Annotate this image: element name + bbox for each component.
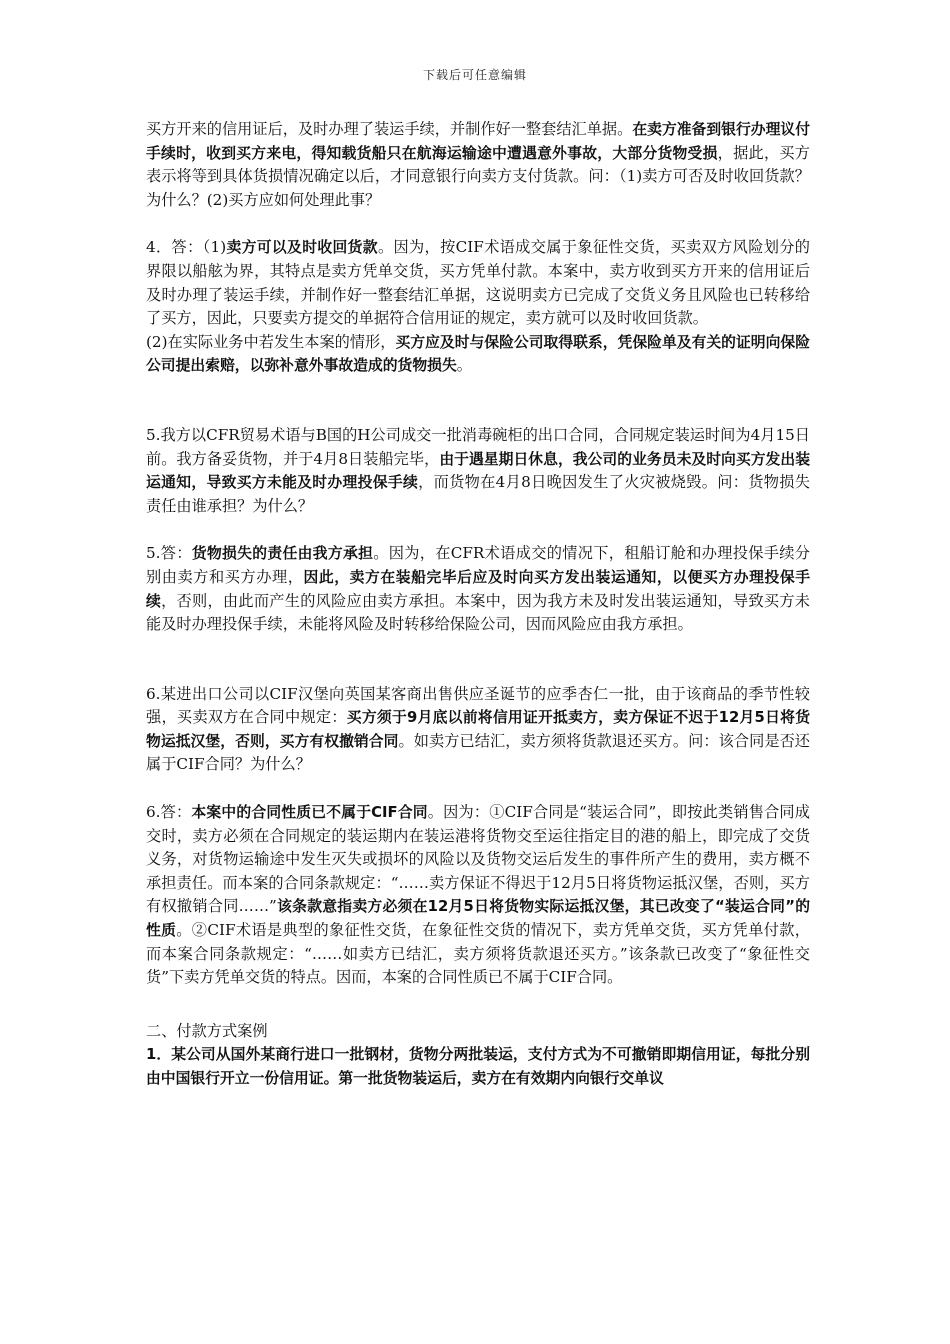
text-run: ，而货物在4月8日晚因发生了火灾被烧毁。问：货物损失责任由谁承担？为什么？ [146,473,810,515]
text-run: 。如卖方已结汇，卖方须将货款退还买方。问：该合同是否还属于CIF合同？为什么？ [146,731,810,774]
bold-text-run: 买方须于9月底以前将信用证开抵卖方，卖方保证不迟于12月5日将货物运抵汉堡，否则，买方有权撤销合同 [146,709,811,750]
bold-text-run: 1．某公司从国外某商行进口一批钢材，货物分两批装运，支付方式为不可撤销即期信用证，每批分别由中国银行开立一份信用证。第一批货物装运后，卖方在有效期内向银行交单议 [146,1046,810,1087]
text-run: 5.答： [146,544,192,563]
document-body [146,118,810,1091]
text-run: 6.答： [146,803,192,822]
bold-text-run: 由于遇星期日休息，我公司的业务员未及时向买方发出装运通知，导致买方未能及时办理投保手续 [146,450,810,492]
paragraph-case4-answer-2 [146,331,810,378]
text-run: ，据此，买方表示将等到具体货损情况确定以后，才同意银行向卖方支付货款。问：（1)卖方可否及时收回货款？为什么？(2)买方应如何处理此事？ [146,143,810,209]
paragraph-payment-case1 [146,1043,810,1090]
paragraph-case5-answer [146,542,810,636]
text-run: (2)在实际业务中若发生本案的情形， [146,332,396,351]
text-run: 6.某进出口公司以CIF汉堡向英国某客商出售供应圣诞节的应季杏仁一批，由于该商品的季节性较强，买卖双方在合同中规定： [146,684,810,727]
paragraph-case4-answer-1 [146,236,810,330]
text-run: 买方开来的信用证后，及时办理了装运手续，并制作好一整套结汇单据。 [146,120,633,138]
paragraph-case3-question [146,118,810,212]
text-run: 5.我方以CFR贸易术语与B国的H公司成交一批消毒碗柜的出口合同，合同规定装运时间为4月15日前。我方备妥货物，并于4月8日装船完毕， [146,425,810,468]
section-heading: 二、付款方式案例 [146,1021,268,1040]
bold-text-run: 买方应及时与保险公司取得联系，凭保险单及有关的证明向保险公司提出索赔，以弥补意外事故造成的货物损失 [146,333,810,375]
bold-text-run: 卖方可以及时收回货款 [226,239,378,257]
text-run: 。②CIF术语是典型的象征性交货，在象征性交货的情况下，卖方凭单交货，买方凭单付款，而本案合同条款规定：“……如卖方已结汇，卖方须将货款退还买方。”该条款已改变了“象征性交货”下卖方凭单交货的特点。因而，本案的合同性质已不属于CIF合同。 [146,921,810,987]
paragraph-case6-answer [146,801,810,990]
text-run: 。因为，在CFR术语成交的情况下，租船订舱和办理投保手续分别由卖方和买方办理， [146,544,810,586]
text-run: 4．答：（1) [146,238,227,257]
page-header: 下载后可任意编辑 [422,68,527,82]
bold-text-run: 该条款意指卖方必须在12月5日将货物实际运抵汉堡，其已改变了“装运合同”的性质 [146,898,811,940]
bold-text-run: 本案中的合同性质已不属于CIF合同 [191,804,428,822]
text-run: 。 [456,356,472,375]
text-run: ，否则，由此而产生的风险应由卖方承担。本案中，因为我方未及时发出装运通知，导致买方未能及时办理投保手续，未能将风险及时转移给保险公司，因而风险应由我方承担。 [146,591,810,634]
paragraph-case5-question [146,424,810,518]
text-run: 。因为：①CIF合同是“装运合同”，即按此类销售合同成交时，卖方必须在合同规定的装运期内在装运港将货物交至运往指定目的港的船上，即完成了交货义务，对货物运输途中发生灭失或损坏的风险以及货物交运后发生的事件所产生的费用，卖方概不承担责任。而本案的合同条款规定：“……卖方保证不得迟于12月5日将货物运抵汉堡，否则，买方有权撤销合同……” [146,803,810,916]
text-run: 。因为，按CIF术语成交属于象征性交货，买卖双方风险划分的界限以船舷为界，其特点是卖方凭单交货，买方凭单付款。本案中，卖方收到买方开来的信用证后及时办理了装运手续，并制作好一整套结汇单据，这说明卖方已完成了交货义务且风险也已转移给了买方，因此，只要卖方提交的单据符合信用证的规定，卖方就可以及时收回货款。 [146,238,810,328]
paragraph-case6-question [146,683,810,777]
bold-text-run: 在卖方准备到银行办理议付手续时，收到买方来电，得知载货船只在航海运输途中遭遇意外事故，大部分货物受损 [146,121,811,162]
bold-text-run: 因此，卖方在装船完毕后应及时向买方发出装运通知，以便买方办理投保手续 [146,568,810,610]
bold-text-run: 货物损失的责任由我方承担 [191,545,374,563]
